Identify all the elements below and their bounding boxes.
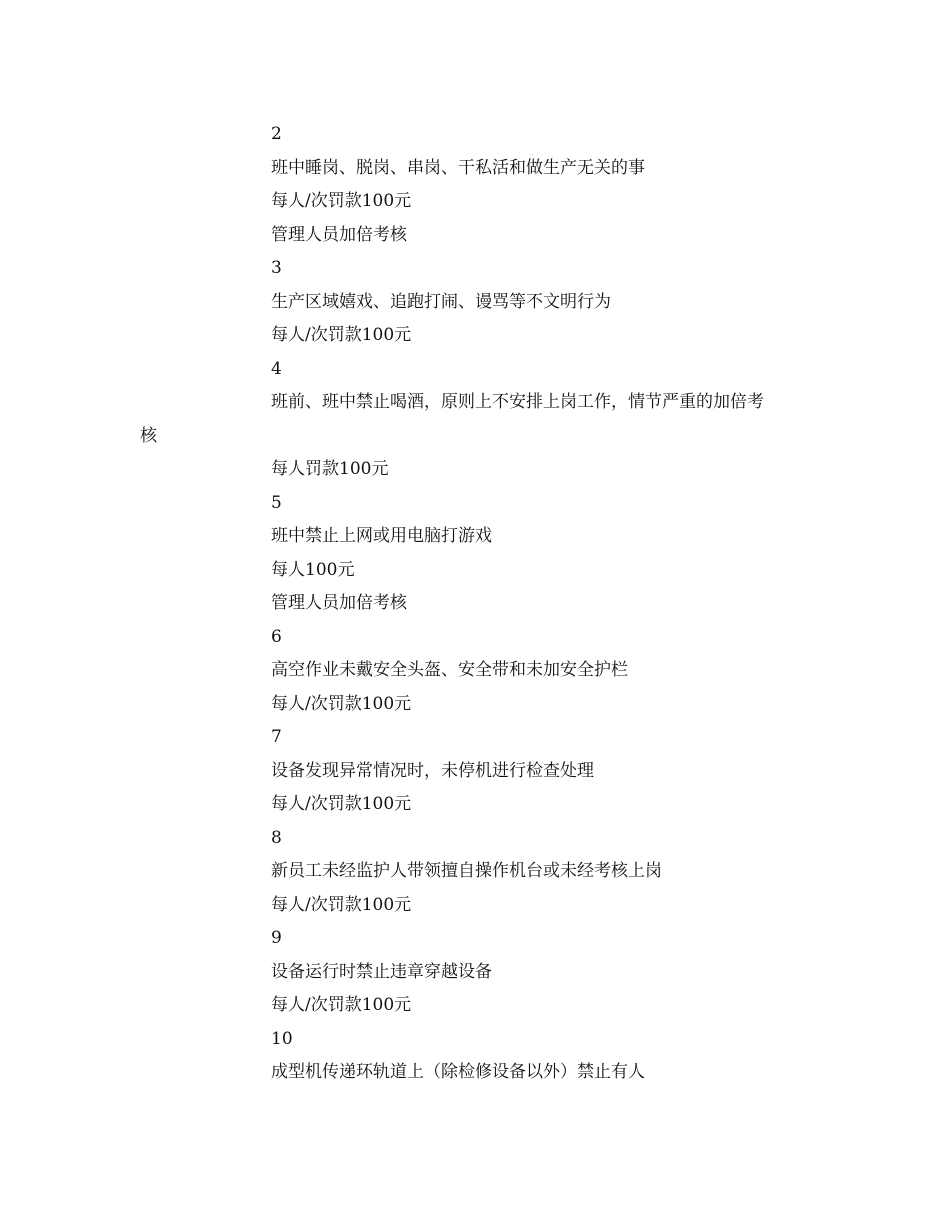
rule-note: 管理人员加倍考核 [271,593,407,613]
rule-description [140,386,831,453]
rule-penalty: 每人100元 [271,559,355,580]
rule-description: 班中禁止上网或用电脑打游戏 [271,526,492,546]
rule-description: 班中睡岗、脱岗、串岗、干私活和做生产无关的事 [271,157,645,178]
rule-penalty: 每人/次罚款100元 [271,693,412,714]
rule-number: 7 [271,727,282,747]
rule-number: 5 [271,492,282,513]
rule-penalty: 每人/次罚款100元 [271,794,412,814]
rule-number: 4 [271,358,282,379]
rule-description: 高空作业未戴安全头盔、安全带和未加安全护栏 [271,660,628,680]
rule-number: 8 [271,827,282,848]
rule-number: 10 [271,1028,293,1049]
rule-penalty: 每人/次罚款100元 [271,894,412,915]
rule-description: 生产区域嬉戏、追跑打闹、谩骂等不文明行为 [271,291,611,312]
rule-description-line1: 班前、班中禁止喝酒，原则上不安排上岗工作，情节严重的加倍考 [271,392,764,412]
rule-description: 成型机传递环轨道上（除检修设备以外）禁止有人 [271,1062,645,1082]
rule-penalty: 每人/次罚款100元 [271,325,412,345]
rule-note: 管理人员加倍考核 [271,224,407,245]
rule-description: 设备运行时禁止违章穿越设备 [271,961,492,982]
rule-description-line2: 核 [140,425,157,446]
rules-list [140,118,831,1090]
rule-penalty: 每人/次罚款100元 [271,191,412,211]
rule-number: 3 [271,258,282,278]
rule-number: 6 [271,626,282,647]
rule-number: 9 [271,928,282,948]
rule-number: 2 [271,124,282,144]
rule-penalty: 每人罚款100元 [271,459,389,479]
rule-description: 新员工未经监护人带领擅自操作机台或未经考核上岗 [271,861,662,881]
rule-penalty: 每人/次罚款100元 [271,995,412,1015]
rule-description: 设备发现异常情况时，未停机进行检查处理 [271,760,594,781]
